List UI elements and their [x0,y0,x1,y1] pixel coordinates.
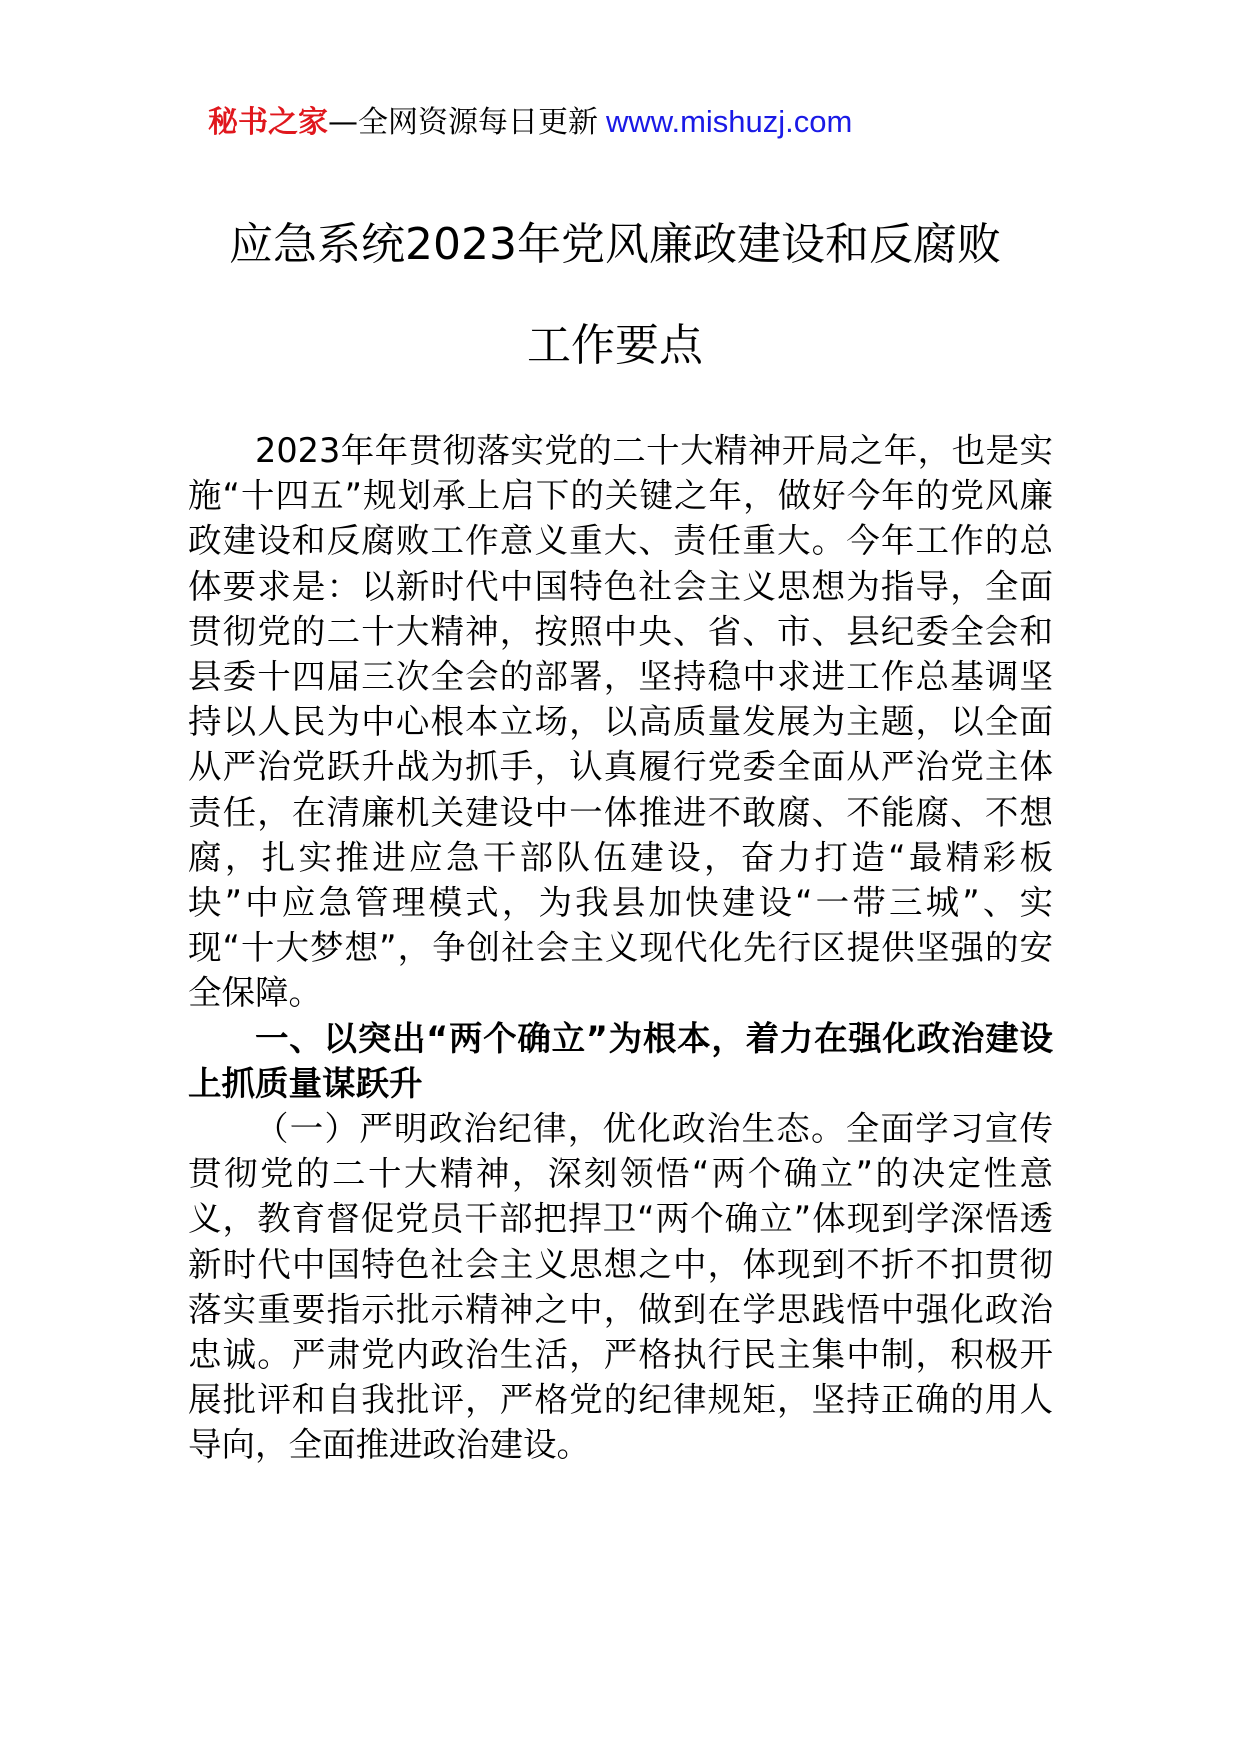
brand-name: 秘书之家 [208,105,328,140]
section-heading-1: 一、以突出“两个确立”为根本，着力在强化政治建设上抓质量谋跃升 [188,1018,1053,1103]
section-1-item-1: （一）严明政治纪律，优化政治生态。全面学习宣传贯彻党的二十大精神，深刻领悟“两个确立”的决定性意义，教育督促党员干部把捍卫“两个确立”体现到学深悟透新时代中国特色社会主义思想之中，体现到不折不扣贯彻落实重要指示批示精神之中，做到在学思践悟中强化政治忠诚。严肃党内政治生活，严格执行民主集中制，积极开展批评和自我批评，严格党的纪律规矩，坚持正确的用人导向，全面推进政治建设。 [188,1109,1053,1465]
site-header [208,100,852,145]
intro-paragraph: 2023年年贯彻落实党的二十大精神开局之年，也是实施“十四五”规划承上启下的关键之年，做好今年的党风廉政建设和反腐败工作意义重大、责任重大。今年工作的总体要求是：以新时代中国特色社会主义思想为指导，全面贯彻党的二十大精神，按照中央、省、市、县纪委全会和县委十四届三次全会的部署，坚持稳中求进工作总基调坚持以人民为中心根本立场，以高质量发展为主题，以全面从严治党跃升战为抓手，认真履行党委全面从严治党主体责任，在清廉机关建设中一体推进不敢腐、不能腐、不想腐，扎实推进应急干部队伍建设，奋力打造“最精彩板块”中应急管理模式，为我县加快建设“一带三城”、实现“十大梦想”，争创社会主义现代化先行区提供坚强的安全保障。 [188,431,1053,1013]
document-title-line-1: 应急系统2023年党风廉政建设和反腐败 [229,219,1001,270]
document-body [188,428,1053,1468]
document-title-line-2: 工作要点 [527,320,703,371]
site-url-link[interactable]: www.mishuzj.com [606,104,853,139]
site-slogan: —全网资源每日更新 [328,105,598,140]
